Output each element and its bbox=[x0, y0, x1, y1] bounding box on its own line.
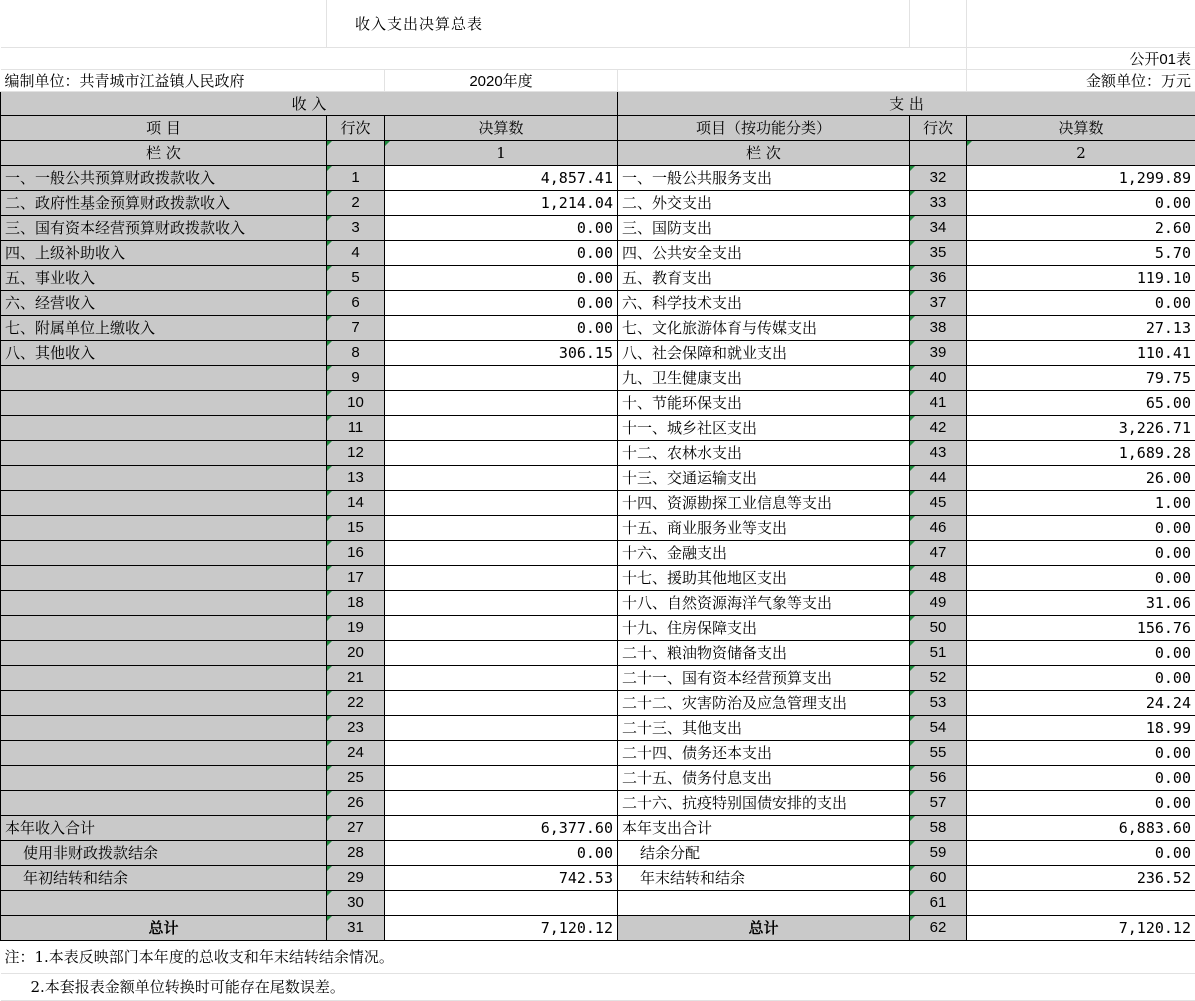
expense-item-label: 十六、金融支出 bbox=[618, 540, 910, 565]
income-column-index-label: 栏 次 bbox=[1, 140, 327, 165]
expense-amount: 110.41 bbox=[967, 340, 1195, 365]
expense-row-number: 43 bbox=[910, 440, 967, 465]
fiscal-year: 2020年度 bbox=[385, 69, 618, 91]
table-row bbox=[1, 290, 1195, 315]
blank-cell bbox=[327, 140, 385, 165]
expense-row-number: 58 bbox=[910, 815, 967, 840]
income-item-label: 一、一般公共预算财政拨款收入 bbox=[1, 165, 327, 190]
expense-amount: 0.00 bbox=[967, 640, 1195, 665]
expense-amount: 0.00 bbox=[967, 840, 1195, 865]
expense-amount: 65.00 bbox=[967, 390, 1195, 415]
blank-cell bbox=[910, 140, 967, 165]
expense-row-number: 60 bbox=[910, 865, 967, 890]
income-item-label bbox=[1, 565, 327, 590]
income-amount bbox=[385, 765, 618, 790]
compiling-unit: 编制单位：共青城市江益镇人民政府 bbox=[1, 69, 385, 91]
income-item-label bbox=[1, 515, 327, 540]
expense-amount: 0.00 bbox=[967, 665, 1195, 690]
income-amount: 0.00 bbox=[385, 290, 618, 315]
income-row-number: 8 bbox=[327, 340, 385, 365]
expense-item-label: 十七、援助其他地区支出 bbox=[618, 565, 910, 590]
income-column-number: 1 bbox=[385, 140, 618, 165]
expense-amount-header: 决算数 bbox=[967, 115, 1195, 140]
table-row bbox=[1, 365, 1195, 390]
expense-amount: 0.00 bbox=[967, 515, 1195, 540]
table-row bbox=[1, 440, 1195, 465]
table-row bbox=[1, 865, 1195, 890]
income-item-label bbox=[1, 890, 327, 915]
table-row bbox=[1, 340, 1195, 365]
expense-row-number: 37 bbox=[910, 290, 967, 315]
income-item-label bbox=[1, 615, 327, 640]
expense-amount: 6,883.60 bbox=[967, 815, 1195, 840]
expense-row-number: 39 bbox=[910, 340, 967, 365]
income-row-number: 2 bbox=[327, 190, 385, 215]
income-row-no-header: 行次 bbox=[327, 115, 385, 140]
income-item-label bbox=[1, 790, 327, 815]
total-row bbox=[1, 915, 1195, 940]
income-item-label bbox=[1, 715, 327, 740]
income-amount bbox=[385, 440, 618, 465]
income-section-header: 收 入 bbox=[1, 91, 618, 115]
income-amount bbox=[385, 740, 618, 765]
table-row bbox=[1, 190, 1195, 215]
table-row bbox=[1, 615, 1195, 640]
income-item-label bbox=[1, 490, 327, 515]
income-item-label bbox=[1, 765, 327, 790]
income-amount-header: 决算数 bbox=[385, 115, 618, 140]
income-amount bbox=[385, 490, 618, 515]
income-item-label: 年初结转和结余 bbox=[1, 865, 327, 890]
expense-total-row-number: 62 bbox=[910, 915, 967, 940]
income-row-number: 29 bbox=[327, 865, 385, 890]
expense-row-number: 51 bbox=[910, 640, 967, 665]
income-item-label: 本年收入合计 bbox=[1, 815, 327, 840]
expense-row-number: 48 bbox=[910, 565, 967, 590]
income-amount bbox=[385, 515, 618, 540]
income-item-label bbox=[1, 415, 327, 440]
expense-amount: 0.00 bbox=[967, 290, 1195, 315]
expense-item-label bbox=[618, 890, 910, 915]
expense-item-label: 二十五、债务付息支出 bbox=[618, 765, 910, 790]
expense-item-label: 本年支出合计 bbox=[618, 815, 910, 840]
expense-item-label: 二十三、其他支出 bbox=[618, 715, 910, 740]
income-row-number: 6 bbox=[327, 290, 385, 315]
table-row bbox=[1, 465, 1195, 490]
table-row bbox=[1, 640, 1195, 665]
income-amount bbox=[385, 790, 618, 815]
income-item-label bbox=[1, 465, 327, 490]
expense-amount: 0.00 bbox=[967, 190, 1195, 215]
expense-amount: 0.00 bbox=[967, 765, 1195, 790]
expense-item-label: 二十一、国有资本经营预算支出 bbox=[618, 665, 910, 690]
expense-row-number: 34 bbox=[910, 215, 967, 240]
expense-amount: 27.13 bbox=[967, 315, 1195, 340]
expense-amount: 0.00 bbox=[967, 790, 1195, 815]
expense-amount: 236.52 bbox=[967, 865, 1195, 890]
expense-row-number: 56 bbox=[910, 765, 967, 790]
expense-amount: 2.60 bbox=[967, 215, 1195, 240]
income-amount: 0.00 bbox=[385, 215, 618, 240]
income-row-number: 20 bbox=[327, 640, 385, 665]
expense-item-label: 二、外交支出 bbox=[618, 190, 910, 215]
expense-row-number: 55 bbox=[910, 740, 967, 765]
expense-row-number: 46 bbox=[910, 515, 967, 540]
income-item-label bbox=[1, 590, 327, 615]
expense-item-label: 二十二、灾害防治及应急管理支出 bbox=[618, 690, 910, 715]
expense-row-number: 50 bbox=[910, 615, 967, 640]
income-item-label bbox=[1, 540, 327, 565]
income-amount: 742.53 bbox=[385, 865, 618, 890]
table-row bbox=[1, 590, 1195, 615]
expense-item-label: 十一、城乡社区支出 bbox=[618, 415, 910, 440]
table-row bbox=[1, 215, 1195, 240]
expense-row-no-header: 行次 bbox=[910, 115, 967, 140]
table-row bbox=[1, 390, 1195, 415]
expense-total-label: 总计 bbox=[618, 915, 910, 940]
income-total-row-number: 31 bbox=[327, 915, 385, 940]
income-amount: 0.00 bbox=[385, 240, 618, 265]
table-row bbox=[1, 840, 1195, 865]
income-amount: 4,857.41 bbox=[385, 165, 618, 190]
expense-row-number: 57 bbox=[910, 790, 967, 815]
expense-row-number: 54 bbox=[910, 715, 967, 740]
table-row bbox=[1, 815, 1195, 840]
table-row bbox=[1, 240, 1195, 265]
income-amount bbox=[385, 715, 618, 740]
expense-row-number: 42 bbox=[910, 415, 967, 440]
income-item-label bbox=[1, 440, 327, 465]
income-row-number: 13 bbox=[327, 465, 385, 490]
income-amount bbox=[385, 540, 618, 565]
expense-item-label: 五、教育支出 bbox=[618, 265, 910, 290]
income-amount: 0.00 bbox=[385, 315, 618, 340]
income-item-label bbox=[1, 390, 327, 415]
income-amount bbox=[385, 615, 618, 640]
table-row bbox=[1, 740, 1195, 765]
income-row-number: 23 bbox=[327, 715, 385, 740]
table-row bbox=[1, 690, 1195, 715]
table-row bbox=[1, 165, 1195, 190]
footnote-2: 2.本套报表金额单位转换时可能存在尾数误差。 bbox=[1, 973, 1195, 1000]
income-row-number: 1 bbox=[327, 165, 385, 190]
page-title: 收入支出决算总表 bbox=[327, 0, 910, 47]
income-item-label: 四、上级补助收入 bbox=[1, 240, 327, 265]
income-amount: 0.00 bbox=[385, 840, 618, 865]
income-item-header: 项 目 bbox=[1, 115, 327, 140]
income-amount: 0.00 bbox=[385, 265, 618, 290]
income-total-amount: 7,120.12 bbox=[385, 915, 618, 940]
expense-item-label: 三、国防支出 bbox=[618, 215, 910, 240]
expense-item-label: 十四、资源勘探工业信息等支出 bbox=[618, 490, 910, 515]
income-row-number: 9 bbox=[327, 365, 385, 390]
expense-column-index-label: 栏 次 bbox=[618, 140, 910, 165]
expense-item-label: 十九、住房保障支出 bbox=[618, 615, 910, 640]
income-row-number: 30 bbox=[327, 890, 385, 915]
income-amount bbox=[385, 590, 618, 615]
blank-cell bbox=[1, 0, 327, 47]
income-item-label: 三、国有资本经营预算财政拨款收入 bbox=[1, 215, 327, 240]
income-item-label bbox=[1, 690, 327, 715]
expense-amount: 0.00 bbox=[967, 740, 1195, 765]
expense-row-number: 44 bbox=[910, 465, 967, 490]
income-item-label: 七、附属单位上缴收入 bbox=[1, 315, 327, 340]
expense-row-number: 40 bbox=[910, 365, 967, 390]
expense-item-label: 二十六、抗疫特别国债安排的支出 bbox=[618, 790, 910, 815]
expense-item-label: 九、卫生健康支出 bbox=[618, 365, 910, 390]
income-row-number: 24 bbox=[327, 740, 385, 765]
expense-amount bbox=[967, 890, 1195, 915]
expense-row-number: 53 bbox=[910, 690, 967, 715]
expense-row-number: 33 bbox=[910, 190, 967, 215]
table-row bbox=[1, 890, 1195, 915]
income-amount bbox=[385, 690, 618, 715]
expense-amount: 18.99 bbox=[967, 715, 1195, 740]
table-row bbox=[1, 265, 1195, 290]
expense-item-label: 十五、商业服务业等支出 bbox=[618, 515, 910, 540]
expense-row-number: 61 bbox=[910, 890, 967, 915]
income-row-number: 18 bbox=[327, 590, 385, 615]
expense-item-label: 年末结转和结余 bbox=[618, 865, 910, 890]
table-row bbox=[1, 790, 1195, 815]
income-row-number: 19 bbox=[327, 615, 385, 640]
table-row bbox=[1, 765, 1195, 790]
table-row bbox=[1, 715, 1195, 740]
expense-item-label: 十、节能环保支出 bbox=[618, 390, 910, 415]
expense-row-number: 36 bbox=[910, 265, 967, 290]
expense-amount: 5.70 bbox=[967, 240, 1195, 265]
table-row bbox=[1, 415, 1195, 440]
expense-row-number: 52 bbox=[910, 665, 967, 690]
table-row bbox=[1, 315, 1195, 340]
income-amount bbox=[385, 640, 618, 665]
expense-amount: 31.06 bbox=[967, 590, 1195, 615]
income-row-number: 26 bbox=[327, 790, 385, 815]
income-row-number: 4 bbox=[327, 240, 385, 265]
blank-cell bbox=[1, 47, 967, 69]
income-item-label: 五、事业收入 bbox=[1, 265, 327, 290]
income-row-number: 14 bbox=[327, 490, 385, 515]
income-item-label: 六、经营收入 bbox=[1, 290, 327, 315]
income-row-number: 12 bbox=[327, 440, 385, 465]
income-item-label: 二、政府性基金预算财政拨款收入 bbox=[1, 190, 327, 215]
expense-row-number: 32 bbox=[910, 165, 967, 190]
expense-amount: 156.76 bbox=[967, 615, 1195, 640]
income-total-label: 总计 bbox=[1, 915, 327, 940]
income-amount: 306.15 bbox=[385, 340, 618, 365]
expense-row-number: 38 bbox=[910, 315, 967, 340]
income-row-number: 5 bbox=[327, 265, 385, 290]
income-item-label bbox=[1, 740, 327, 765]
expense-row-number: 41 bbox=[910, 390, 967, 415]
income-row-number: 15 bbox=[327, 515, 385, 540]
income-item-label bbox=[1, 640, 327, 665]
expense-item-label: 结余分配 bbox=[618, 840, 910, 865]
expense-item-label: 十二、农林水支出 bbox=[618, 440, 910, 465]
amount-unit: 金额单位：万元 bbox=[967, 69, 1195, 91]
expense-item-label: 十三、交通运输支出 bbox=[618, 465, 910, 490]
income-row-number: 27 bbox=[327, 815, 385, 840]
income-amount bbox=[385, 665, 618, 690]
expense-amount: 3,226.71 bbox=[967, 415, 1195, 440]
blank-cell bbox=[967, 0, 1195, 47]
expense-total-amount: 7,120.12 bbox=[967, 915, 1195, 940]
income-row-number: 7 bbox=[327, 315, 385, 340]
expense-amount: 79.75 bbox=[967, 365, 1195, 390]
income-row-number: 21 bbox=[327, 665, 385, 690]
income-amount bbox=[385, 890, 618, 915]
income-amount bbox=[385, 465, 618, 490]
income-row-number: 17 bbox=[327, 565, 385, 590]
expense-item-header: 项目（按功能分类） bbox=[618, 115, 910, 140]
expense-amount: 1,299.89 bbox=[967, 165, 1195, 190]
income-row-number: 28 bbox=[327, 840, 385, 865]
income-row-number: 11 bbox=[327, 415, 385, 440]
income-item-label: 八、其他收入 bbox=[1, 340, 327, 365]
income-row-number: 10 bbox=[327, 390, 385, 415]
expense-item-label: 七、文化旅游体育与传媒支出 bbox=[618, 315, 910, 340]
expense-row-number: 49 bbox=[910, 590, 967, 615]
table-row bbox=[1, 515, 1195, 540]
income-amount bbox=[385, 365, 618, 390]
expense-amount: 24.24 bbox=[967, 690, 1195, 715]
expense-item-label: 十八、自然资源海洋气象等支出 bbox=[618, 590, 910, 615]
expense-item-label: 一、一般公共服务支出 bbox=[618, 165, 910, 190]
expense-row-number: 59 bbox=[910, 840, 967, 865]
expense-amount: 0.00 bbox=[967, 565, 1195, 590]
footnote-1: 注：1.本表反映部门本年度的总收支和年末结转结余情况。 bbox=[1, 940, 1195, 973]
income-row-number: 16 bbox=[327, 540, 385, 565]
expense-section-header: 支 出 bbox=[618, 91, 1195, 115]
income-amount bbox=[385, 565, 618, 590]
income-amount: 1,214.04 bbox=[385, 190, 618, 215]
table-row bbox=[1, 565, 1195, 590]
table-row bbox=[1, 665, 1195, 690]
blank-cell bbox=[910, 0, 967, 47]
expense-item-label: 二十四、债务还本支出 bbox=[618, 740, 910, 765]
income-item-label: 使用非财政拨款结余 bbox=[1, 840, 327, 865]
income-amount: 6,377.60 bbox=[385, 815, 618, 840]
expense-amount: 0.00 bbox=[967, 540, 1195, 565]
income-item-label bbox=[1, 365, 327, 390]
blank-cell bbox=[618, 69, 967, 91]
income-amount bbox=[385, 390, 618, 415]
expense-column-number: 2 bbox=[967, 140, 1195, 165]
income-row-number: 25 bbox=[327, 765, 385, 790]
form-code: 公开01表 bbox=[967, 47, 1195, 69]
expense-item-label: 二十、粮油物资储备支出 bbox=[618, 640, 910, 665]
expense-amount: 1,689.28 bbox=[967, 440, 1195, 465]
table-row bbox=[1, 490, 1195, 515]
expense-row-number: 35 bbox=[910, 240, 967, 265]
expense-amount: 1.00 bbox=[967, 490, 1195, 515]
income-row-number: 3 bbox=[327, 215, 385, 240]
expense-item-label: 八、社会保障和就业支出 bbox=[618, 340, 910, 365]
income-row-number: 22 bbox=[327, 690, 385, 715]
expense-row-number: 45 bbox=[910, 490, 967, 515]
income-item-label bbox=[1, 665, 327, 690]
expense-amount: 26.00 bbox=[967, 465, 1195, 490]
table-row bbox=[1, 540, 1195, 565]
expense-item-label: 四、公共安全支出 bbox=[618, 240, 910, 265]
expense-row-number: 47 bbox=[910, 540, 967, 565]
income-amount bbox=[385, 415, 618, 440]
expense-item-label: 六、科学技术支出 bbox=[618, 290, 910, 315]
expense-amount: 119.10 bbox=[967, 265, 1195, 290]
